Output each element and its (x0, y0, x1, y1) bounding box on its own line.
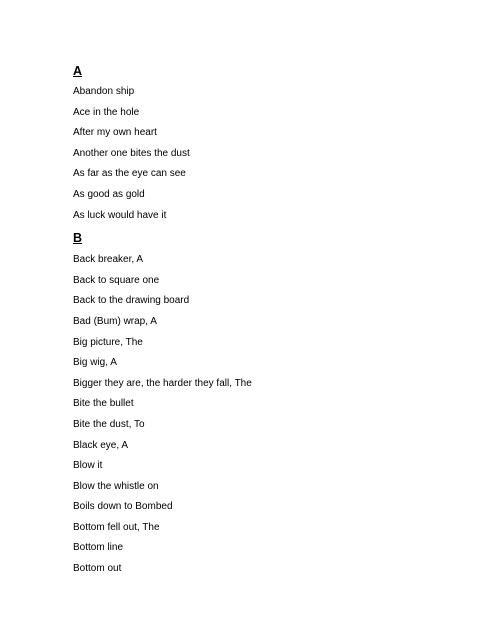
section-heading-a: A (73, 64, 83, 78)
list-item: Blow the whistle on (73, 480, 159, 492)
list-item: Back to the drawing board (73, 295, 190, 307)
list-item: Back breaker, A (73, 254, 144, 266)
section-heading-b: B (73, 231, 83, 246)
list-item: Big wig, A (73, 357, 117, 369)
list-item: Bite the bullet (73, 398, 134, 410)
list-item: Back to square one (73, 274, 160, 286)
list-item: Ace in the hole (73, 106, 140, 118)
list-item: Bad (Bum) wrap, A (73, 315, 157, 327)
list-item: Big picture, The (73, 336, 143, 348)
list-item: After my own heart (73, 127, 157, 139)
list-item: Boils down to Bombed (73, 501, 173, 513)
list-item: Abandon ship (73, 86, 135, 97)
list-item: Bigger they are, the harder they fall, The (73, 377, 252, 389)
list-item: Bottom line (73, 542, 124, 554)
list-item: Bottom fell out, The (73, 521, 160, 533)
idiom-list (73, 60, 473, 583)
list-item: As good as gold (73, 188, 145, 200)
list-item: Bottom out (73, 563, 122, 575)
list-item: As luck would have it (73, 209, 167, 221)
section-b-entries (73, 253, 473, 583)
list-item: Another one bites the dust (73, 147, 190, 159)
list-item: As far as the eye can see (73, 168, 186, 180)
section-a-entries (73, 85, 473, 229)
list-item: Bite the dust, To (73, 418, 145, 430)
list-item: Blow it (73, 460, 103, 472)
list-item: Black eye, A (73, 439, 129, 451)
